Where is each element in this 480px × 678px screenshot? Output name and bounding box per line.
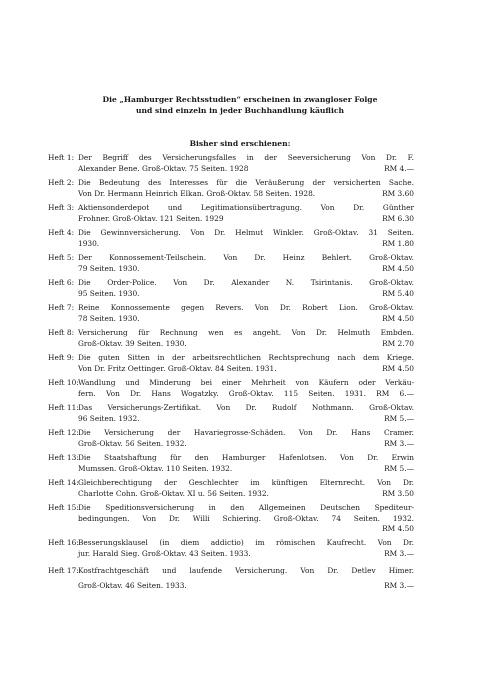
entry-line: Alexander Bene. Groß-Oktav. 75 Seiten. 1928: [78, 163, 249, 173]
entry-line: 95 Seiten. 1930.: [78, 288, 140, 298]
heft-number: Heft 10:: [48, 378, 79, 387]
entry-last-line: [78, 464, 414, 475]
list-item: [48, 153, 414, 174]
entry-last-line: [78, 314, 414, 325]
heft-number: Heft 14:: [48, 478, 79, 487]
price: RM 4.50: [382, 363, 414, 373]
heft-number: Heft 7:: [48, 303, 75, 312]
price: RM 3.—: [384, 548, 414, 558]
entry-line: Groß-Oktav. 39 Seiten. 1930.: [78, 338, 187, 348]
price: RM 3.60: [382, 188, 414, 198]
entry-line: Die Staatshaftung für den Hamburger Hafenlotsen. Von Dr. Erwin: [78, 453, 414, 462]
price: RM 1.80: [382, 238, 414, 248]
price: RM 3.—: [384, 438, 414, 448]
entry-line: Die Versicherung der Havariegrosse-Schäden. Von Dr. Hans Cramer.: [78, 428, 414, 437]
heft-number: Heft 9:: [48, 353, 75, 362]
entry-line: 79 Seiten. 1930.: [78, 263, 140, 273]
entry-line: Charlotte Cohn. Groß-Oktav. XI u. 56 Seiten. 1932.: [78, 488, 269, 498]
entry-line: Von Dr. Fritz Oettinger. Groß-Oktav. 84 Seiten. 1931.: [78, 363, 277, 373]
entry-last-line: [78, 489, 414, 500]
entry-last-line: [78, 339, 414, 350]
entry-line: Groß-Oktav. 56 Seiten. 1932.: [78, 438, 187, 448]
entry-line: Die guten Sitten in der arbeitsrechtlichen Rechtsprechung nach dem Kriege.: [78, 353, 414, 362]
entry-line: Von Dr. Hermann Heinrich Elkan. Groß-Oktav. 58 Seiten. 1928.: [78, 188, 316, 198]
entry-line: fern. Von Dr. Hans Wogatzky. Groß-Oktav. 115 Seiten. 1931. RM 6.—: [78, 388, 414, 398]
entry-line: jur. Harald Sieg. Groß-Oktav. 43 Seiten. 1933.: [78, 548, 251, 558]
list-item: [48, 538, 414, 559]
entry-last-line: [78, 439, 414, 450]
price: RM 5.—: [384, 413, 414, 423]
entry-line: Das Versicherungs-Zertifikat. Von Dr. Rudolf Nothmann. Groß-Oktav.: [78, 403, 414, 412]
subheading: Bisher sind erschienen:: [189, 139, 291, 148]
entry-last-line: [78, 414, 414, 425]
entry-line: Gleichberechtigung der Geschlechter im künftigen Elternrecht. Von Dr.: [78, 478, 414, 487]
entry-last-line: [78, 189, 414, 200]
heft-number: Heft 6:: [48, 278, 75, 287]
heft-number: Heft 5:: [48, 253, 75, 262]
heft-number: Heft 13:: [48, 453, 79, 462]
price: RM 4.50: [382, 524, 414, 533]
heft-number: Heft 17:: [48, 566, 79, 575]
list-item: [48, 203, 414, 224]
heft-number: Heft 1:: [48, 153, 75, 162]
list-item: [48, 278, 414, 299]
entry-last-line: [78, 214, 414, 225]
entry-line: Die Order-Police. Von Dr. Alexander N. Tsirintanis. Groß-Oktav.: [78, 278, 414, 287]
entry-last-line: [78, 364, 414, 375]
entry-last-line: [78, 164, 414, 175]
heft-number: Heft 4:: [48, 228, 75, 237]
entry-last-line: [78, 239, 414, 250]
entry-line: Die Gewinnversicherung. Von Dr. Helmut Winkler. Groß-Oktav. 31 Seiten.: [78, 228, 414, 237]
heft-number: Heft 3:: [48, 203, 75, 212]
entry-line: Groß-Oktav. 46 Seiten. 1933.: [78, 581, 187, 590]
price: RM 6.30: [382, 213, 414, 223]
price: RM 4.—: [384, 163, 414, 173]
entry-line: 1930.: [78, 238, 100, 248]
entry-line: Versicherung für Rechnung wen es angeht. Von Dr. Helmuth Embden.: [78, 328, 414, 337]
list-item: [48, 303, 414, 324]
list-item: [48, 563, 414, 593]
list-item: [48, 253, 414, 274]
list-item: [48, 478, 414, 499]
list-item: [48, 178, 414, 199]
heft-number: Heft 2:: [48, 178, 75, 187]
entry-last-line: [78, 264, 414, 275]
entry-line: bedingungen. Von Dr. Willi Schiering. Groß-Oktav. 74 Seiten. 1932.: [78, 513, 414, 523]
list-item: [48, 228, 414, 249]
list-item: [48, 503, 414, 533]
entry-line: Kostfrachtgeschäft und laufende Versicherung. Von Dr. Detlev Himer.: [78, 566, 414, 575]
price: RM 4.50: [382, 313, 414, 323]
entry-line: Frohner. Groß-Oktav. 121 Seiten. 1929: [78, 213, 224, 223]
heft-number: Heft 16:: [48, 538, 79, 547]
list-item: [48, 453, 414, 474]
list-item: [48, 378, 414, 399]
entry-line: 96 Seiten. 1932.: [78, 413, 140, 423]
price: RM 3.—: [384, 581, 414, 590]
price: RM 4.50: [382, 263, 414, 273]
list-item: [48, 353, 414, 374]
list-item: [48, 328, 414, 349]
entry-line: Der Konnossement-Teilschein. Von Dr. Heinz Behlert. Groß-Oktav.: [78, 253, 414, 262]
price: RM 3.50: [382, 488, 414, 498]
heft-number: Heft 12:: [48, 428, 79, 437]
price: RM 2.70: [382, 338, 414, 348]
entry-line: Der Begriff des Versicherungsfalles in der Seeversicherung Von Dr. F.: [78, 153, 414, 162]
heft-number: Heft 15:: [48, 503, 79, 512]
heft-number: Heft 11:: [48, 403, 79, 412]
intro-line: und sind einzeln in jeder Buchhandlung käuflich: [136, 106, 344, 115]
intro-line: Die „Hamburger Rechtsstudien“ erscheinen in zwangloser Folge: [102, 95, 378, 104]
list-item: [48, 428, 414, 449]
price: RM 5.40: [382, 288, 414, 298]
entry-line: Wandlung und Minderung bei einer Mehrheit von Käufern oder Verkäu-: [78, 378, 414, 387]
entry-line: Aktiensonderdepot und Legitimationsübertragung. Von Dr. Günther: [78, 203, 414, 212]
entry-last-line: [78, 578, 414, 593]
entry-line: Reine Konnossemente gegen Revers. Von Dr. Robert Lion. Groß-Oktav.: [78, 303, 414, 312]
entry-line: Besserungsklausel (in diem addictio) im römischen Kaufrecht. Von Dr.: [78, 538, 414, 547]
entry-line: Mumssen. Groß-Oktav. 110 Seiten. 1932.: [78, 463, 233, 473]
price: RM 5.—: [384, 463, 414, 473]
heft-number: Heft 8:: [48, 328, 75, 337]
entry-last-line: [78, 289, 414, 300]
entry-line: Die Bedeutung des Interesses für die Veräußerung der versicherten Sache.: [78, 178, 414, 187]
entry-last-line: [78, 549, 414, 560]
entry-line: 78 Seiten. 1930.: [78, 313, 140, 323]
entry-line: Die Speditionsversicherung in den Allgemeinen Deutschen Spediteur-: [78, 503, 414, 512]
list-item: [48, 403, 414, 424]
